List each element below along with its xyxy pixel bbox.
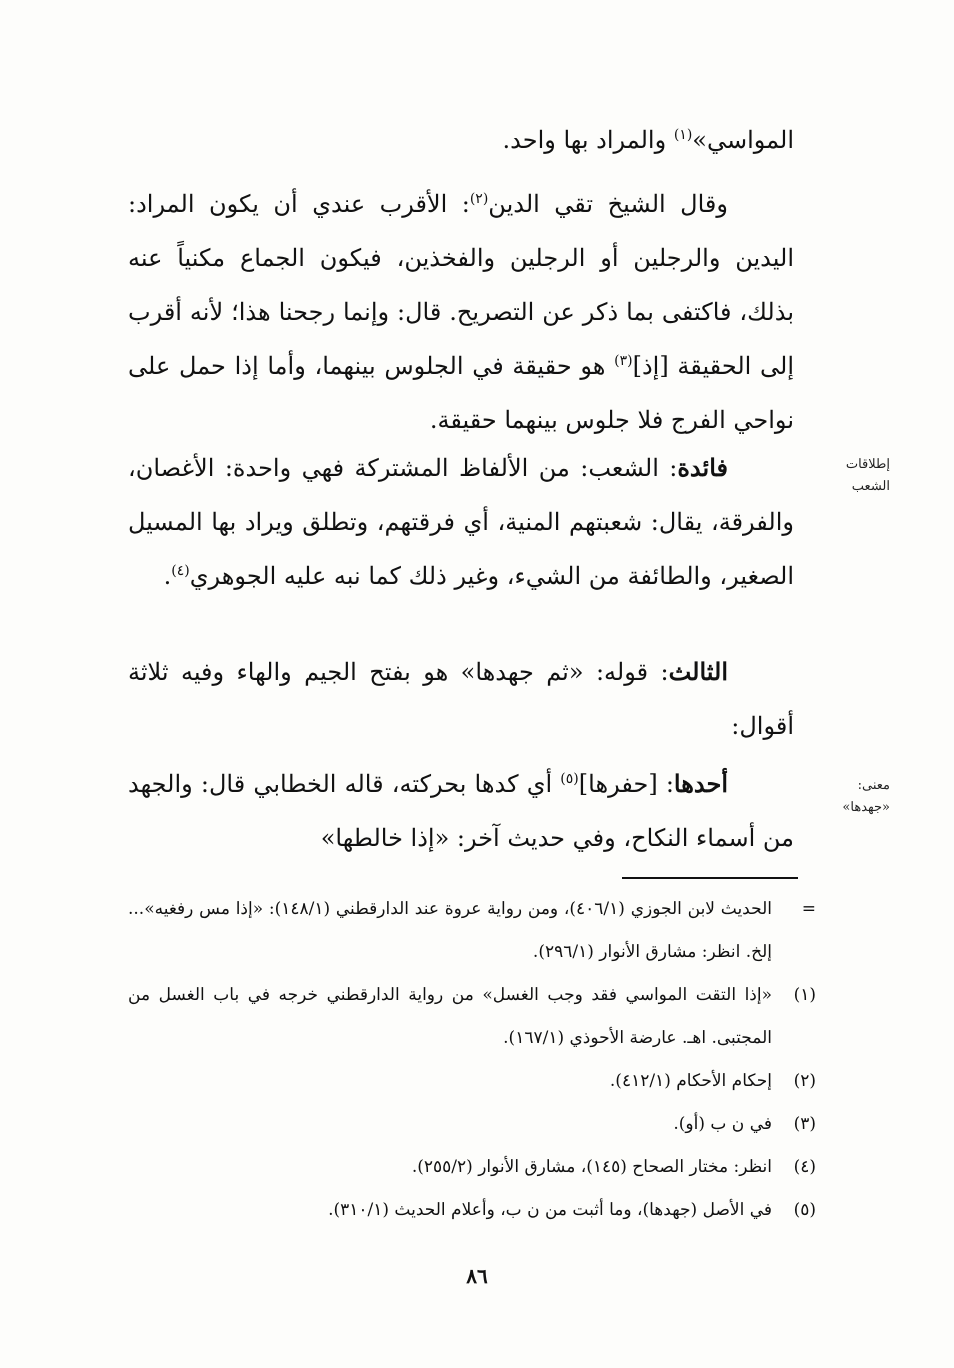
footnote-text: الحديث لابن الجوزي (٤٠٦/١)، ومن رواية عروة عند الدارقطني (١٤٨/١): «إذا مس رفغيه»... إلخ. انظر: مشارق الأنوار (٢٩٦/١). [128, 899, 772, 962]
footnote-ref-5: (٥) [560, 771, 579, 787]
paragraph-1 [128, 113, 794, 167]
text-run: . [163, 562, 172, 590]
margin-note-line: معنى: [857, 778, 890, 793]
footnote-item [128, 974, 820, 1060]
footnote-ref-2: (٢) [469, 191, 489, 207]
footnote-separator [622, 877, 798, 879]
footnote-ref-1: (١) [673, 127, 693, 143]
paragraph-5 [128, 757, 794, 865]
footnote-text: إحكام الأحكام (٤١٢/١). [609, 1071, 772, 1091]
text-run: المواسي» [692, 126, 794, 154]
text-run: : [حفرها] [578, 770, 674, 798]
paragraph-3 [128, 441, 794, 603]
text-run: هو حقيقة في الجلوس بينهما، وأما إذا حمل على نواحي الفرج فلا جلوس بينهما حقيقة. [128, 352, 794, 434]
text-run: وقال الشيخ تقي الدين [488, 190, 728, 218]
footnote-number: (٥) [793, 1200, 816, 1220]
main-text-block-3 [128, 441, 794, 603]
lead-word: الثالث [668, 657, 728, 686]
footnote-item [128, 1060, 820, 1103]
paragraph-4 [128, 645, 794, 753]
footnote-text: في الأصل (جهدها)، وما أثبت من ن ب، وأعلام الحديث (٣١٠/١). [328, 1200, 772, 1220]
margin-note-shuab [800, 454, 890, 498]
page-number: ٨٦ [466, 1264, 488, 1288]
margin-note-line: إطلاقات [845, 457, 890, 472]
footnote-item [128, 1146, 820, 1189]
text-run: : قوله: «ثم جهدها» هو بفتح الجيم والهاء وفيه ثلاثة أقوال: [128, 658, 794, 740]
main-text-block-1 [128, 113, 794, 167]
footnote-number: (٣) [793, 1114, 816, 1134]
footnote-item [128, 888, 820, 974]
main-text-block-5 [128, 757, 794, 865]
text-run: والمراد بها واحد. [502, 126, 674, 154]
footnote-text: «إذا التقت المواسي فقد وجب الغسل» من رواية الدارقطني خرجه في باب الغسل من المجتبى. اهـ. عارضة الأحوذي (١٦٧/١). [128, 985, 772, 1048]
main-text-block-2 [128, 177, 794, 447]
margin-note-line: «جهدها» [842, 800, 890, 815]
footnote-text: في ن ب (أو). [673, 1114, 772, 1134]
footnotes [128, 888, 820, 1232]
footnote-ref-4: (٤) [171, 563, 190, 579]
lead-word: أحدها [673, 769, 728, 798]
margin-note-line: الشعب [851, 479, 890, 494]
footnote-number: (٢) [793, 1071, 816, 1091]
lead-word: فائدة [677, 453, 728, 482]
text-run: : الأقرب عندي أن يكون المراد: اليدين والرجلين أو الرجلين والفخذين، فيكون الجماع مكنياً عنه بذلك، فاكتفى بما ذكر عن التصريح. قال: وإنما رجحنا هذا؛ لأنه أقرب إلى الحقيقة [إذ] [128, 190, 795, 380]
footnote-text: انظر: مختار الصحاح (١٤٥)، مشارق الأنوار (٢٥٥/٢). [411, 1157, 772, 1177]
main-text-block-4 [128, 645, 794, 753]
paragraph-2 [128, 177, 794, 447]
text-run: أي كدها بحركته، قاله الخطابي قال: والجهد من أسماء النكاح، وفي حديث آخر: «إذا خالطها» [128, 770, 794, 852]
footnote-item [128, 1103, 820, 1146]
footnote-ref-3: (٣) [614, 353, 633, 369]
footnote-number: (١) [793, 985, 816, 1005]
margin-note-jahadaha [800, 775, 890, 819]
footnote-number: = [801, 899, 816, 919]
text-run: : الشعب: من الألفاظ المشتركة فهي واحدة: الأغصان، والفرقة، يقال: شعبتهم المنية، أي فرقتهم، وتطلق ويراد بها المسيل الصغير، والطائفة من الشيء، وغير ذلك كما نبه عليه الجوهري [128, 454, 794, 590]
footnote-item [128, 1189, 820, 1232]
footnote-number: (٤) [793, 1157, 816, 1177]
